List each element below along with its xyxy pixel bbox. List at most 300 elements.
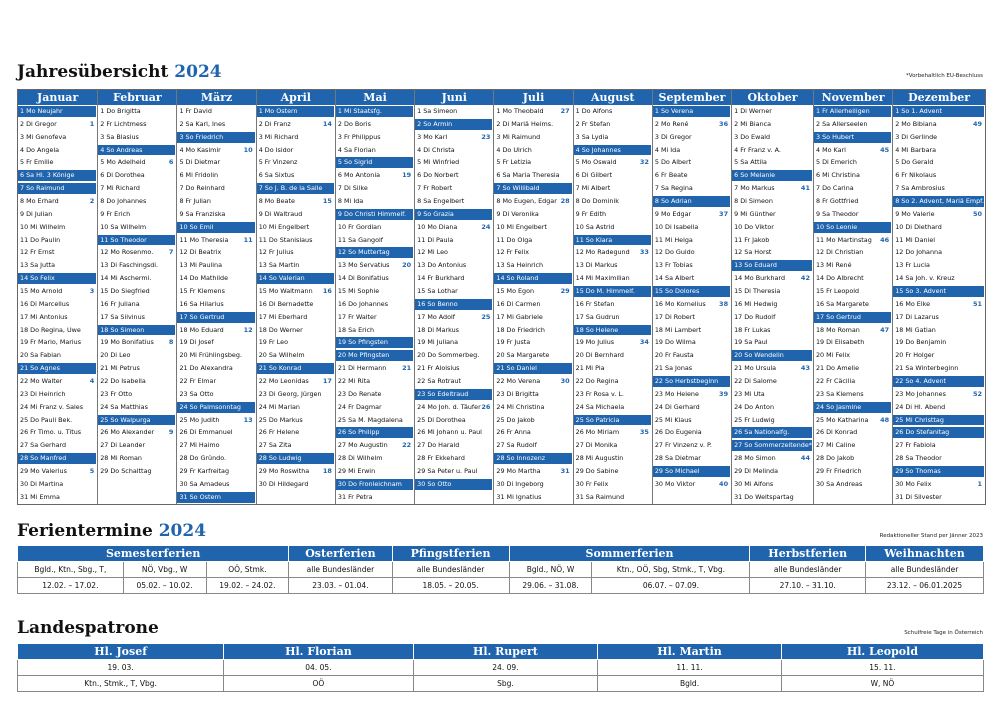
- day-text: 21 Fr Aloisius: [417, 364, 460, 373]
- day-row: [415, 324, 493, 337]
- day-text: 31 Sa Raimund: [575, 492, 625, 501]
- date-cell: 11. 11.: [598, 660, 782, 676]
- week-number: 35: [639, 428, 649, 437]
- day-text: 1 Do Alfons: [575, 107, 613, 115]
- day-row: [814, 182, 892, 195]
- day-row: [893, 118, 985, 131]
- day-text: 19 Do Wilma: [654, 338, 696, 347]
- day-row: [653, 426, 731, 439]
- day-text: 8 Mo Beate: [258, 197, 295, 206]
- week-number: 22: [402, 441, 412, 450]
- day-row: [98, 208, 176, 221]
- day-text: 22 Do Isabella: [100, 377, 146, 386]
- day-row: [18, 118, 97, 131]
- holiday-row: [98, 415, 175, 426]
- day-row: [98, 221, 176, 234]
- day-text: 7 Mi Richard: [100, 184, 140, 193]
- day-row: [653, 388, 731, 401]
- day-text: 10 Di Diethard: [895, 222, 942, 231]
- day-row: [732, 156, 813, 169]
- day-row: [98, 169, 176, 182]
- day-row: [415, 105, 493, 118]
- day-text: 6 Mi Christina: [815, 171, 860, 180]
- day-text: 25 Mo Judith: [179, 415, 220, 424]
- day-text: 8 Fr Gottfried: [815, 197, 859, 206]
- day-text: 22 Mo Verena: [496, 377, 541, 386]
- holiday-row: [98, 325, 175, 336]
- header-osterferien: Osterferien: [289, 546, 392, 562]
- holiday-row: [732, 427, 812, 438]
- day-row: [18, 478, 97, 491]
- day-row: [177, 362, 255, 375]
- day-text: 27 Di Leander: [100, 441, 146, 450]
- day-row: [732, 324, 813, 337]
- day-row: [732, 118, 813, 131]
- month-column: [256, 90, 335, 504]
- day-text: 12 Fr Ernst: [20, 248, 55, 257]
- day-text: 20 Mi Felix: [815, 351, 851, 360]
- day-row: [732, 208, 813, 221]
- day-row: [893, 362, 985, 375]
- day-row: [415, 182, 493, 195]
- day-text: 29 Mo Roswitha: [258, 467, 310, 476]
- week-number: 47: [880, 325, 890, 334]
- day-row: [732, 465, 813, 478]
- day-row: [574, 131, 652, 144]
- day-row: [814, 349, 892, 362]
- day-text: 28 Mi Augustin: [575, 454, 624, 463]
- week-number: 21: [402, 364, 412, 373]
- day-row: [336, 234, 414, 247]
- day-text: 23 Di Georg, Jürgen: [258, 389, 322, 398]
- day-text: 6 So Melanie: [734, 171, 776, 180]
- day-text: 26 Di Konrad: [815, 428, 858, 437]
- holiday-row: [257, 106, 334, 117]
- day-row: [415, 401, 493, 414]
- day-row: [18, 221, 97, 234]
- day-row: [98, 118, 176, 131]
- day-text: 26 Fr Helene: [258, 428, 300, 437]
- day-row: [653, 131, 731, 144]
- header-josef: Hl. Josef: [18, 644, 224, 660]
- holiday-row: [893, 466, 984, 477]
- day-row: [257, 208, 335, 221]
- table-row: [18, 578, 984, 594]
- holiday-row: [653, 286, 730, 297]
- day-text: 24 Sa Michaela: [575, 402, 625, 411]
- day-text: 7 Sa Ambrosius: [895, 184, 945, 193]
- day-row: [893, 144, 985, 157]
- day-text: 8 Mo Eugen, Edgar: [496, 197, 557, 206]
- day-row: [18, 491, 97, 504]
- day-text: 13 Do Antonius: [417, 261, 467, 270]
- day-text: 31 Di Silvester: [895, 492, 942, 501]
- week-number: 29: [560, 287, 570, 296]
- week-number: 27: [560, 107, 570, 115]
- day-text: 6 Di Gilbert: [575, 171, 613, 180]
- week-number: 8: [168, 338, 174, 347]
- day-text: 17 Mi Gabriele: [496, 312, 543, 321]
- day-row: [177, 388, 255, 401]
- week-number: 3: [89, 287, 95, 296]
- day-row: [98, 259, 176, 272]
- day-row: [18, 324, 97, 337]
- holiday-row: [18, 170, 96, 181]
- week-number: 51: [972, 299, 982, 308]
- day-row: [98, 311, 176, 324]
- day-text: 5 Do Gerald: [895, 158, 934, 167]
- day-row: [177, 465, 255, 478]
- day-text: 15 Fr Leopold: [815, 287, 860, 296]
- day-text: 13 Mo Servatius: [337, 261, 390, 270]
- holiday-row: [177, 312, 254, 323]
- day-text: 18 So Helene: [575, 325, 619, 334]
- day-text: 19 Fr Mario, Marius: [20, 338, 82, 347]
- day-text: 1 So Verena: [654, 107, 694, 115]
- day-text: 22 Mo Walter: [20, 377, 63, 386]
- day-text: 26 Mo Alexander: [100, 428, 155, 437]
- day-text: 28 Do Gründo.: [179, 454, 227, 463]
- holiday-row: [336, 337, 413, 348]
- day-row: [893, 246, 985, 259]
- day-text: 30 So Otto: [417, 479, 452, 488]
- day-row: [814, 285, 892, 298]
- date-cell: 27.10. – 31.10.: [750, 578, 866, 594]
- day-row: [177, 195, 255, 208]
- day-row: [18, 401, 97, 414]
- day-row: [336, 452, 414, 465]
- day-row: [814, 375, 892, 388]
- day-row: [415, 234, 493, 247]
- day-text: 1 Fr David: [179, 107, 212, 115]
- day-row: [494, 401, 572, 414]
- table-row: [18, 562, 984, 578]
- day-text: 12 Di Christian: [815, 248, 864, 257]
- patrone-table: [17, 643, 984, 692]
- day-text: 27 Fr Fabiola: [895, 441, 936, 450]
- day-row: [893, 234, 985, 247]
- day-row: [574, 259, 652, 272]
- day-text: 25 Fr Ludwig: [734, 415, 775, 424]
- holiday-row: [336, 106, 413, 117]
- day-text: 8 Mi Ida: [337, 197, 364, 206]
- day-row: [494, 144, 572, 157]
- day-text: 15 Do M. Himmelf.: [575, 287, 635, 296]
- day-row: [415, 349, 493, 362]
- date-cell: 04. 05.: [224, 660, 413, 676]
- day-text: 16 Mo Kornelius: [654, 299, 706, 308]
- day-text: 13 Di Faschingsdi.: [100, 261, 159, 270]
- day-text: 12 Mo Radegund: [575, 248, 630, 257]
- day-text: 3 Fr Philippus: [337, 132, 381, 141]
- day-text: 29 Fr Karfreitag: [179, 467, 230, 476]
- holiday-row: [653, 106, 730, 117]
- day-text: 19 Mo Julius: [575, 338, 615, 347]
- day-text: 30 Sa Amadeus: [179, 479, 230, 488]
- day-row: [893, 272, 985, 285]
- day-row: [732, 195, 813, 208]
- day-text: 14 Mo Burkhard: [734, 274, 786, 283]
- day-row: [415, 465, 493, 478]
- day-row: [257, 234, 335, 247]
- day-text: 4 Mi Barbara: [895, 145, 937, 154]
- holiday-row: [893, 415, 984, 426]
- region-cell: Ktn., Stmk., T, Vbg.: [18, 676, 224, 692]
- day-row: [336, 439, 414, 452]
- day-row: [98, 349, 176, 362]
- day-row: [653, 439, 731, 452]
- day-row: [336, 182, 414, 195]
- header-rupert: Hl. Rupert: [413, 644, 598, 660]
- day-row: [257, 349, 335, 362]
- day-row: [177, 259, 255, 272]
- week-number: 17: [322, 377, 332, 386]
- day-text: 21 So Daniel: [496, 364, 537, 373]
- day-row: [494, 465, 572, 478]
- day-text: 7 So Willibald: [496, 184, 540, 193]
- day-text: 26 Do Stefanitag: [895, 428, 950, 437]
- day-text: 11 Mi Daniel: [895, 235, 936, 244]
- day-text: 12 Sa Horst: [734, 248, 772, 257]
- day-text: 19 Mo Bonifatius: [100, 338, 154, 347]
- week-number: 41: [800, 184, 810, 193]
- month-header: August: [574, 90, 652, 105]
- day-text: 28 Sa Theodor: [895, 454, 942, 463]
- day-row: [574, 118, 652, 131]
- day-row: [18, 131, 97, 144]
- day-text: 11 Fr Jakob: [734, 235, 770, 244]
- day-text: 5 Mo Adelheid: [100, 158, 146, 167]
- day-text: 30 Di Martina: [20, 479, 64, 488]
- week-number: 28: [560, 197, 570, 206]
- day-row: [893, 349, 985, 362]
- day-row: [653, 234, 731, 247]
- day-text: 5 Di Dietmar: [179, 158, 221, 167]
- day-text: 24 Sa Matthias: [100, 402, 148, 411]
- day-text: 3 Di Gerlinde: [895, 132, 938, 141]
- day-text: 8 Do Dominik: [575, 197, 619, 206]
- holiday-row: [814, 312, 891, 323]
- day-text: 12 Fr Julius: [258, 248, 294, 257]
- day-text: 23 Di Heinrich: [20, 389, 66, 398]
- day-text: 27 Di Monika: [575, 441, 618, 450]
- day-row: [814, 298, 892, 311]
- day-text: 28 So Ludwig: [258, 454, 302, 463]
- day-row: [574, 272, 652, 285]
- day-text: 4 Mo Karl: [815, 145, 846, 154]
- day-text: 25 Mi Christtag: [895, 415, 944, 424]
- day-row: [574, 336, 652, 349]
- ferien-note: Redaktioneller Stand per Jänner 2023: [879, 533, 983, 539]
- day-text: 13 Mi René: [815, 261, 852, 270]
- day-row: [653, 221, 731, 234]
- day-text: 4 Do Isidor: [258, 145, 294, 154]
- day-text: 4 Mo Kasimir: [179, 145, 221, 154]
- day-row: [18, 195, 97, 208]
- day-text: 26 Di Emmanuel: [179, 428, 233, 437]
- holiday-row: [415, 119, 492, 130]
- day-text: 1 Di Werner: [734, 107, 772, 115]
- day-text: 22 So 4. Advent: [895, 377, 947, 386]
- day-text: 29 Mo Valerius: [20, 467, 67, 476]
- day-text: 12 So Muttertag: [337, 248, 390, 257]
- overview-note: *Vorbehaltlich EU-Beschluss: [905, 73, 983, 79]
- header-weihnachten: Weihnachten: [865, 546, 983, 562]
- holiday-row: [732, 350, 812, 361]
- day-row: [98, 156, 176, 169]
- day-row: [98, 452, 176, 465]
- day-text: 26 Mi Johann u. Paul: [417, 428, 482, 437]
- month-header: Juli: [494, 90, 572, 105]
- day-row: [494, 221, 572, 234]
- month-column: [652, 90, 731, 504]
- day-row: [494, 426, 572, 439]
- day-row: [177, 375, 255, 388]
- day-text: 17 Do Rudolf: [734, 312, 776, 321]
- day-text: 3 Di Gregor: [654, 132, 692, 141]
- holiday-row: [653, 196, 730, 207]
- month-header: Oktober: [732, 90, 813, 105]
- day-row: [574, 388, 652, 401]
- day-row: [98, 298, 176, 311]
- day-text: 12 Mo Rosenmo.: [100, 248, 154, 257]
- day-text: 10 Mo Diana: [417, 222, 458, 231]
- week-number: 4: [89, 377, 95, 386]
- day-text: 24 Mo Joh. d. Täufer: [417, 402, 481, 411]
- day-text: 28 So Manfred: [20, 454, 67, 463]
- overview-title: Jahresübersicht 2024: [17, 62, 222, 82]
- day-row: [18, 388, 97, 401]
- day-row: [415, 195, 493, 208]
- day-row: [18, 298, 97, 311]
- day-text: 22 So Herbstbeginn: [654, 377, 719, 386]
- day-row: [653, 298, 731, 311]
- day-row: [257, 118, 335, 131]
- day-row: [257, 388, 335, 401]
- day-text: 21 Do Alexandra: [179, 364, 233, 373]
- day-text: 22 Fr Cäcilia: [815, 377, 856, 386]
- day-row: [494, 349, 572, 362]
- day-text: 7 So Raimund: [20, 184, 65, 193]
- day-row: [415, 259, 493, 272]
- day-row: [415, 156, 493, 169]
- day-text: 15 Fr Klemens: [179, 287, 225, 296]
- day-text: 28 Fr Ekkehard: [417, 454, 465, 463]
- day-text: 16 Do Johannes: [337, 299, 389, 308]
- day-text: 8 So Adrian: [654, 197, 692, 206]
- day-text: 19 Sa Paul: [734, 338, 768, 347]
- day-row: [574, 105, 652, 118]
- holiday-row: [494, 183, 571, 194]
- day-row: [177, 272, 255, 285]
- date-cell: 18.05. – 20.05.: [392, 578, 509, 594]
- day-text: 2 Sa Karl, Ines: [179, 119, 226, 128]
- date-cell: 12.02. – 17.02.: [18, 578, 124, 594]
- day-text: 17 Di Robert: [654, 312, 695, 321]
- day-row: [415, 375, 493, 388]
- day-row: [574, 491, 652, 504]
- week-number: 37: [719, 209, 729, 218]
- day-row: [814, 208, 892, 221]
- day-text: 18 Mi Lambert: [654, 325, 702, 334]
- day-row: [415, 246, 493, 259]
- day-text: 19 Di Josef: [179, 338, 214, 347]
- holiday-row: [336, 350, 413, 361]
- day-text: 18 Mo Roman: [815, 325, 860, 334]
- patrone-title: Landespatrone: [17, 618, 159, 638]
- day-row: [177, 246, 255, 259]
- day-row: [574, 182, 652, 195]
- day-row: [257, 336, 335, 349]
- day-row: [177, 426, 255, 439]
- day-row: [494, 131, 572, 144]
- day-row: [177, 478, 255, 491]
- day-row: [336, 285, 414, 298]
- week-number: 1: [977, 479, 982, 488]
- holiday-row: [893, 286, 984, 297]
- day-row: [893, 478, 985, 491]
- region-cell: alle Bundesländer: [392, 562, 509, 578]
- day-row: [336, 401, 414, 414]
- day-row: [653, 336, 731, 349]
- day-text: 21 Sa Jonas: [654, 364, 693, 373]
- day-row: [574, 478, 652, 491]
- day-row: [336, 375, 414, 388]
- day-text: 25 So Walpurga: [100, 415, 151, 424]
- day-text: 24 Do Anton: [734, 402, 775, 411]
- day-text: 6 Do Norbert: [417, 171, 459, 180]
- day-row: [814, 272, 892, 285]
- holiday-row: [415, 389, 492, 400]
- day-text: 14 Mi Aschermi.: [100, 274, 152, 283]
- day-text: 6 Mi Fridolin: [179, 171, 219, 180]
- day-row: [415, 452, 493, 465]
- day-row: [336, 131, 414, 144]
- header-semesterferien: Semesterferien: [18, 546, 289, 562]
- day-row: [494, 414, 572, 427]
- day-text: 7 Di Silke: [337, 184, 368, 193]
- day-text: 3 Do Ewald: [734, 132, 771, 141]
- day-text: 14 Do Albrecht: [815, 274, 864, 283]
- day-text: 1 Mo Ostern: [258, 107, 298, 115]
- day-text: 2 Fr Lichtmess: [100, 119, 147, 128]
- day-row: [732, 272, 813, 285]
- day-text: 4 Mi Ida: [654, 145, 681, 154]
- day-text: 26 Sa Nationalfg.: [734, 428, 790, 437]
- day-text: 9 Di Julian: [20, 209, 53, 218]
- day-text: 14 Sa Joh. v. Kreuz: [895, 274, 955, 283]
- week-number: 9: [168, 428, 174, 437]
- region-cell: Bgld., Ktn., Sbg., T,: [18, 562, 124, 578]
- holiday-row: [177, 222, 254, 233]
- day-text: 8 So 2. Advent, Mariä Empf.: [895, 197, 984, 206]
- day-text: 21 Mi Pia: [575, 364, 605, 373]
- day-text: 21 Do Amelie: [815, 364, 860, 373]
- month-header: November: [814, 90, 892, 105]
- day-text: 22 Sa Rotraut: [417, 377, 461, 386]
- day-row: [893, 208, 985, 221]
- day-row: [257, 478, 335, 491]
- day-row: [257, 144, 335, 157]
- day-row: [336, 144, 414, 157]
- day-text: 10 Do Viktor: [734, 222, 774, 231]
- holiday-row: [415, 299, 492, 310]
- day-row: [814, 336, 892, 349]
- day-text: 16 Di Carmen: [496, 299, 541, 308]
- week-number: 13: [243, 415, 253, 424]
- day-row: [653, 324, 731, 337]
- day-row: [814, 118, 892, 131]
